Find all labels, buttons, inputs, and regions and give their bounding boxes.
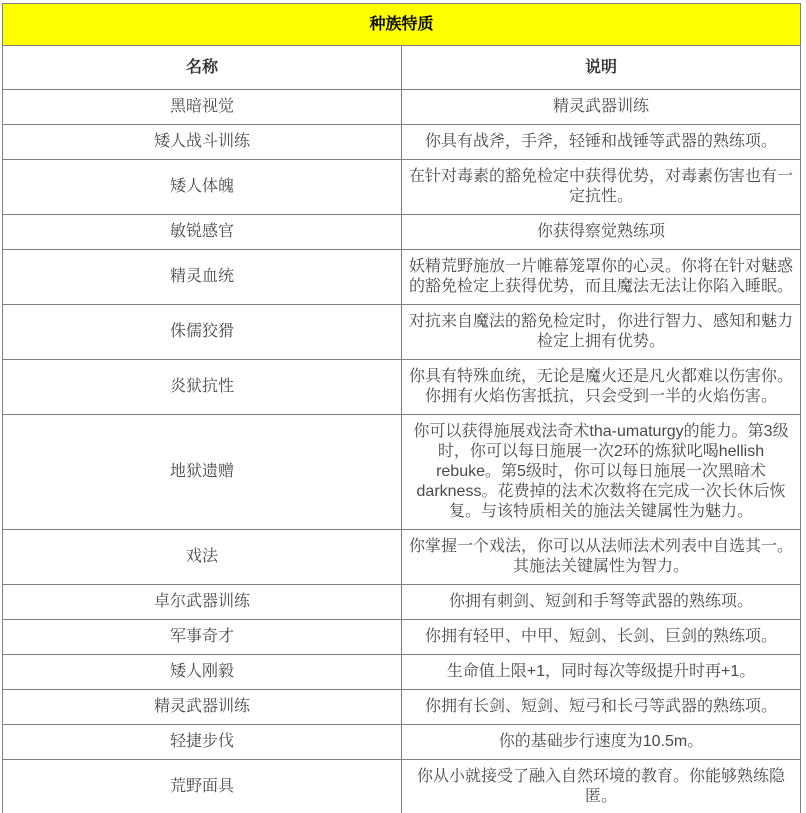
trait-name-cell: 戏法 <box>3 530 402 585</box>
table-row <box>3 360 801 415</box>
trait-description-cell: 你具有特殊血统，无论是魔火还是凡火都难以伤害你。你拥有火焰伤害抵抗，只会受到一半的火焰伤害。 <box>402 360 801 415</box>
trait-description-cell: 你的基础步行速度为10.5m。 <box>402 725 801 760</box>
trait-description-cell: 你获得察觉熟练项 <box>402 215 801 250</box>
trait-description-cell: 你拥有轻甲、中甲、短剑、长剑、巨剑的熟练项。 <box>402 620 801 655</box>
trait-description-cell: 你拥有长剑、短剑、短弓和长弓等武器的熟练项。 <box>402 690 801 725</box>
table-row <box>3 655 801 690</box>
trait-description-cell: 妖精荒野施放一片帷幕笼罩你的心灵。你将在针对魅惑的豁免检定上获得优势，而且魔法无法让你陷入睡眠。 <box>402 250 801 305</box>
trait-name-cell: 侏儒狡猾 <box>3 305 402 360</box>
table-title-row <box>3 4 801 46</box>
trait-description-cell: 在针对毒素的豁免检定中获得优势，对毒素伤害也有一定抗性。 <box>402 160 801 215</box>
trait-name-cell: 地狱遗赠 <box>3 415 402 530</box>
trait-name-cell: 炎狱抗性 <box>3 360 402 415</box>
trait-description-cell: 你掌握一个戏法，你可以从法师法术列表中自选其一。其施法关键属性为智力。 <box>402 530 801 585</box>
trait-description-cell: 对抗来自魔法的豁免检定时，你进行智力、感知和魅力检定上拥有优势。 <box>402 305 801 360</box>
table-body <box>3 90 801 813</box>
trait-name-cell: 矮人战斗训练 <box>3 125 402 160</box>
table-row <box>3 305 801 360</box>
trait-description-cell: 精灵武器训练 <box>402 90 801 125</box>
trait-name-cell: 军事奇才 <box>3 620 402 655</box>
table-title: 种族特质 <box>3 4 801 46</box>
trait-description-cell: 你拥有刺剑、短剑和手弩等武器的熟练项。 <box>402 585 801 620</box>
table-row <box>3 725 801 760</box>
table-row <box>3 760 801 813</box>
table-row <box>3 125 801 160</box>
table-row <box>3 415 801 530</box>
trait-name-cell: 矮人体魄 <box>3 160 402 215</box>
trait-name-cell: 矮人刚毅 <box>3 655 402 690</box>
trait-description-cell: 你可以获得施展戏法奇术tha-umaturgy的能力。第3级时，你可以每日施展一次2环的炼狱叱喝hellish rebuke。第5级时，你可以每日施展一次黑暗术darkness。花费掉的法术次数将在完成一次长休后恢复。与该特质相关的施法关键属性为魅力。 <box>402 415 801 530</box>
table-row <box>3 250 801 305</box>
trait-name-cell: 精灵血统 <box>3 250 402 305</box>
racial-traits-table <box>2 3 801 813</box>
column-header-name: 名称 <box>3 46 402 90</box>
table-row <box>3 530 801 585</box>
table-row <box>3 90 801 125</box>
column-header-description: 说明 <box>402 46 801 90</box>
trait-name-cell: 黑暗视觉 <box>3 90 402 125</box>
table-row <box>3 690 801 725</box>
column-header-row <box>3 46 801 90</box>
trait-name-cell: 卓尔武器训练 <box>3 585 402 620</box>
table-row <box>3 215 801 250</box>
table-row <box>3 585 801 620</box>
trait-name-cell: 敏锐感官 <box>3 215 402 250</box>
trait-name-cell: 精灵武器训练 <box>3 690 402 725</box>
trait-name-cell: 轻捷步伐 <box>3 725 402 760</box>
table-row <box>3 620 801 655</box>
table-row <box>3 160 801 215</box>
trait-description-cell: 生命值上限+1，同时每次等级提升时再+1。 <box>402 655 801 690</box>
trait-name-cell: 荒野面具 <box>3 760 402 813</box>
trait-description-cell: 你从小就接受了融入自然环境的教育。你能够熟练隐匿。 <box>402 760 801 813</box>
trait-description-cell: 你具有战斧，手斧，轻锤和战锤等武器的熟练项。 <box>402 125 801 160</box>
